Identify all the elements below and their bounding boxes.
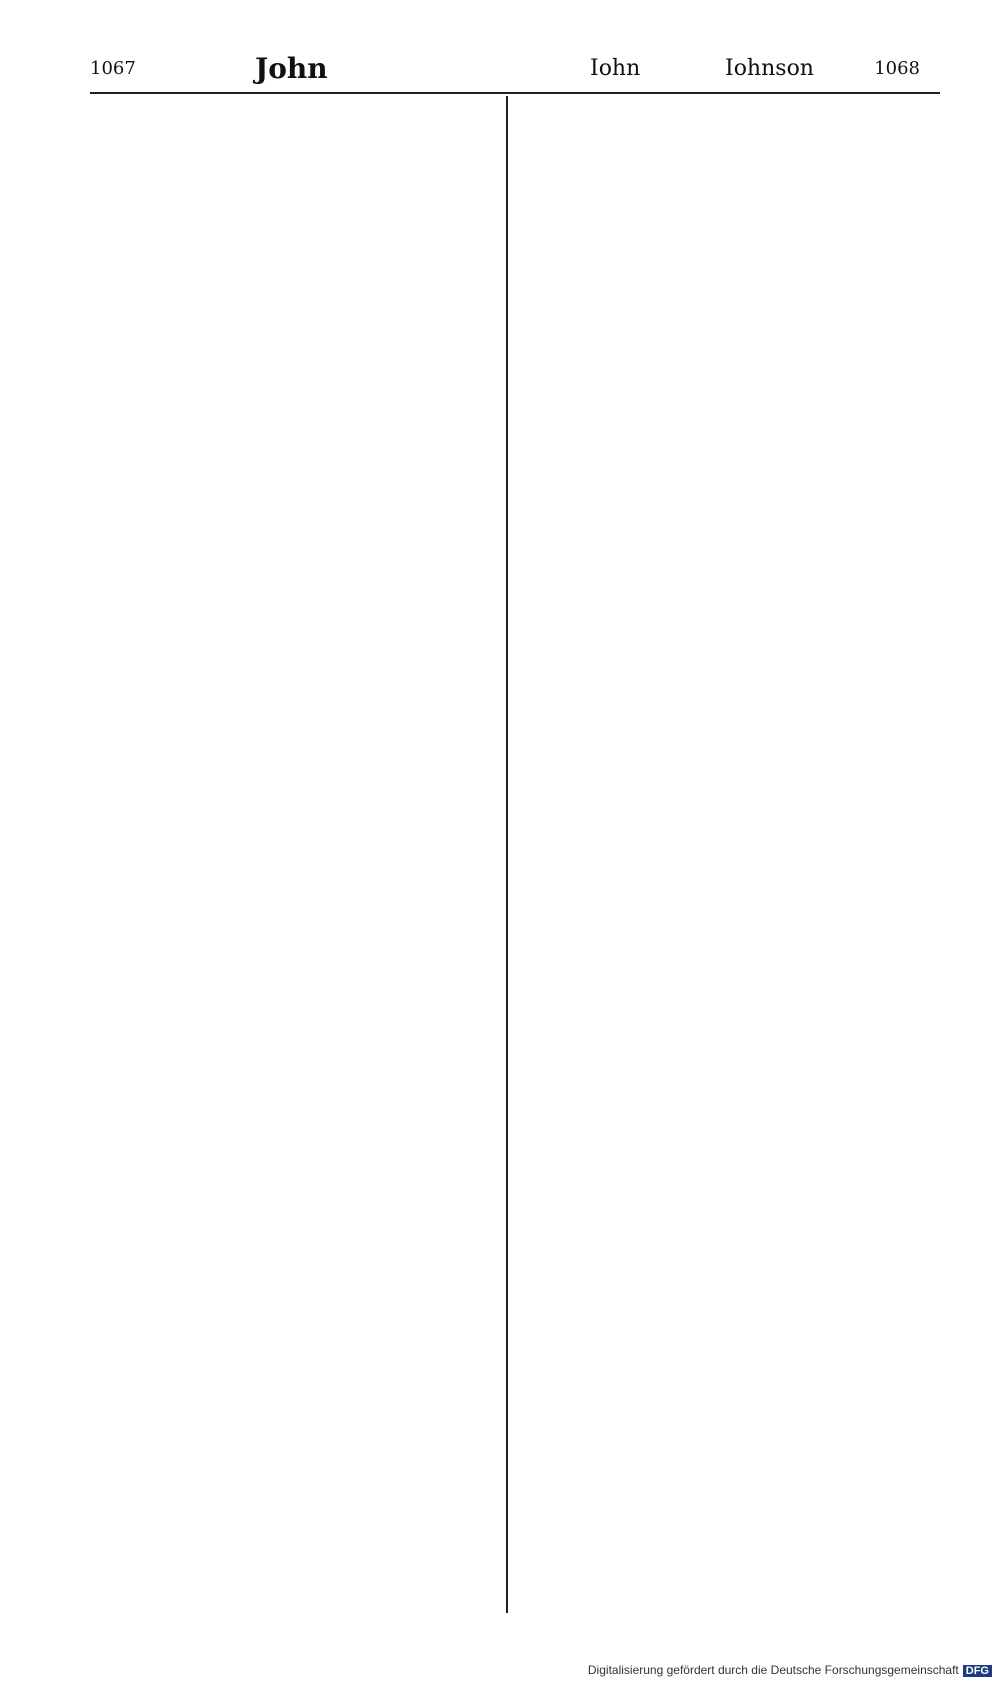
left-headword: John [255,52,328,85]
right-page-number: 1068 [874,58,920,79]
header-rule [90,92,940,94]
left-page-number: 1067 [90,58,136,79]
digitization-credit [588,1663,992,1677]
dfg-logo: DFG [963,1665,992,1677]
running-header [90,52,920,92]
right-column [520,96,935,1623]
left-column [94,96,509,1623]
column-divider [506,96,508,1613]
right-headword: Iohnson [725,56,814,81]
center-headword: Iohn [590,56,641,81]
credit-text: Digitalisierung gefördert durch die Deutsche Forschungsgemeinschaft [587,1663,959,1677]
